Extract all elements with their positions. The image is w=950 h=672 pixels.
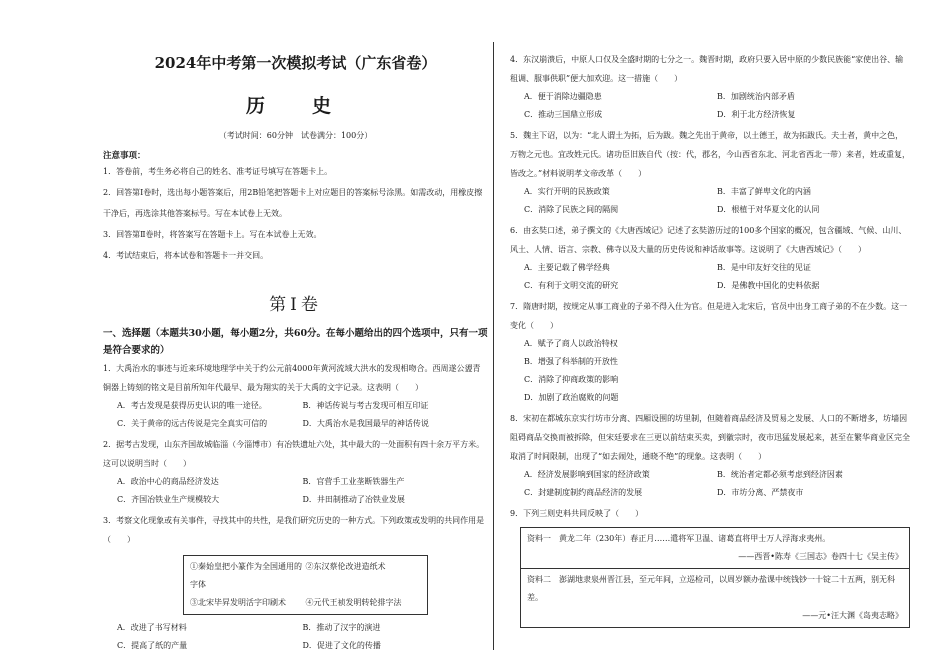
option-c: C．消除了民族之间的隔阂 — [524, 205, 619, 214]
question-6 — [510, 221, 910, 295]
question-stem: 5．魏主下诏，以为：“北人谓土为拓，后为跋。魏之先出于黄帝，以土德王，故为拓跋氏。夫土者，黄中之色，万物之元也。宜改姓元氏。诸功臣旧族自代（按：代，郡名，今山西省东北、河北省西北一带）来者，姓或重复，皆改之。”材料说明孝文帝改革（ ） — [510, 131, 910, 178]
option-a: A．主要记载了佛学经典 — [524, 263, 610, 272]
question-8 — [510, 409, 910, 502]
option-b: B．加剧统治内部矛盾 — [717, 92, 795, 101]
question-stem: 3．考察文化现象或有关事件，寻找其中的共性，是我们研究历史的一种方式。下列政策或发明的共同作用是（ ） — [103, 516, 485, 544]
option-c: C．齐国冶铁业生产规模较大 — [117, 495, 220, 504]
question-1 — [103, 359, 488, 433]
material-item: ④元代王祯发明转轮排字法 — [305, 598, 402, 607]
question-stem: 7．隋唐时期，按规定从事工商业的子弟不得入仕为官。但是进入北宋后，官员中出身工商子弟的不在少数。这一变化（ ） — [510, 302, 908, 330]
column-divider — [493, 42, 494, 650]
option-a: A．考古发现是获得历史认识的唯一途径。 — [117, 401, 267, 410]
option-b: B．推动了汉字的演进 — [302, 623, 381, 632]
source-text: 资料二 澎湖地隶泉州晋江县，至元年间，立巡检司，以周岁额办盐课中统钱钞一十锭二十五两，别无科差。 — [527, 575, 895, 602]
source-citation: ——西晋•陈寿《三国志》卷四十七《吴主传》 — [738, 552, 903, 561]
question-stem: 4．东汉崩溃后，中原人口仅及全盛时期的七分之一。魏晋时期，政府只要入居中原的少数民族能“家使出谷、输租调、服事供职”便大加欢迎。这一措施（ ） — [510, 55, 904, 83]
option-c: C．提高了纸的产量 — [117, 641, 188, 650]
option-a: A．经济发展影响到国家的经济政策 — [524, 470, 650, 479]
option-a: A．改进了书写材料 — [117, 623, 187, 632]
option-b: B．官营手工业垄断铁器生产 — [302, 477, 405, 486]
question-stem: 2．据考古发现，山东齐国故城临淄（今淄博市）有冶铁遗址六处，其中最大的一处面积有四十余万平方米。这可以说明当时（ ） — [103, 440, 485, 468]
exam-meta: （考试时间：60分钟 试卷满分：100分） — [218, 131, 373, 140]
source-box — [520, 569, 910, 628]
option-d: D．利于北方经济恢复 — [717, 110, 796, 119]
question-stem: 6．由玄奘口述，弟子撰文的《大唐西域记》记述了玄奘游历过的100多个国家的概况，包含疆域、气候、山川、风土、人情、语言、宗教、佛寺以及大量的历史传说和神话故事等。这说明了《大唐西域记》（ ） — [510, 226, 907, 254]
question-stem: 8．宋初在都城东京实行坊市分离、四厢设围的坊里制，但随着商品经济及贸易之发展、人口的不断增多，坊墙因阻碍商品交换而被拆除，但宋廷要求在三更以前结束买卖，到徽宗时，夜市迅猛发展起来，甚至在繁华商业区完全取消了时间限制，出现了“如去闹处，通晓不绝”的现象。这表明（ ） — [510, 414, 910, 461]
exam-title: 2024年中考第一次模拟考试（广东省卷） — [154, 54, 437, 72]
question-2 — [103, 435, 488, 509]
right-column — [510, 50, 910, 628]
option-d: D．大禹治水是我国最早的神话传说 — [302, 419, 429, 428]
option-b: B．增强了科举制的开放性 — [524, 357, 618, 366]
option-b: B．是中印友好交往的见证 — [717, 263, 811, 272]
left-column — [103, 50, 488, 655]
option-c: C．封建制度制约商品经济的发展 — [524, 488, 643, 497]
option-c: C．有利于文明交流的研究 — [524, 281, 619, 290]
note-item: 2．回答第Ⅰ卷时，选出每小题答案后，用2B铅笔把答题卡上对应题目的答案标号涂黑。如需改动，用橡皮擦干净后，再选涂其他答案标号。写在本试卷上无效。 — [103, 188, 483, 218]
source-citation: ——元•汪大渊《岛夷志略》 — [802, 611, 903, 620]
option-c: C．关于黄帝的远古传说是完全真实可信的 — [117, 419, 268, 428]
option-a: A．便于消除边疆隐患 — [524, 92, 602, 101]
option-d: D．根植于对华夏文化的认同 — [717, 205, 820, 214]
question-5 — [510, 126, 910, 219]
option-d: D．市坊分离、严禁夜市 — [717, 488, 804, 497]
note-item: 3．回答第Ⅱ卷时，将答案写在答题卡上。写在本试卷上无效。 — [103, 230, 322, 239]
option-c: C．消除了抑商政策的影响 — [524, 375, 619, 384]
note-item: 4．考试结束后，将本试卷和答题卡一并交回。 — [103, 251, 269, 260]
notes-heading: 注意事项： — [103, 151, 146, 161]
material-item: ③北宋毕昇发明活字印刷术 — [190, 598, 286, 607]
section-heading: 一、选择题（本题共30小题，每小题2分，共60分。在每小题给出的四个选项中，只有一项是符合要求的） — [103, 328, 488, 356]
subject-title: 历 史 — [245, 95, 345, 117]
source-text: 资料一 黄龙二年（230年）春正月……遣将军卫温、诸葛直将甲士万人浮海求夷州。 — [527, 534, 831, 543]
volume-title: 第Ⅰ卷 — [269, 295, 322, 315]
source-box — [520, 527, 910, 569]
material-item: ②东汉蔡伦改进造纸术 — [305, 562, 386, 571]
option-b: B．丰富了鲜卑文化的内涵 — [717, 187, 811, 196]
question-4 — [510, 50, 910, 124]
question-7 — [510, 297, 910, 407]
option-d: D．是佛教中国化的史料依据 — [717, 281, 820, 290]
option-d: D．加剧了政治腐败的问题 — [524, 393, 619, 402]
option-d: D．促进了文化的传播 — [302, 641, 381, 650]
option-b: B．统治者定都必须考虑到经济因素 — [717, 470, 843, 479]
option-a: A．实行开明的民族政策 — [524, 187, 610, 196]
question-stem: 9．下列三则史料共同反映了（ ） — [510, 509, 644, 518]
material-item: ①秦始皇把小篆作为全国通用的字体 — [190, 562, 302, 589]
question-stem: 1．大禹治水的事迹与近来环境地理学中关于约公元前4000年黄河流域大洪水的发现相吻合。西周遂公盨青铜器上铸刻的铭文是目前所知年代最早、最为翔实的关于大禹的文字记录。这表明（ ） — [103, 364, 481, 392]
option-a: A．政治中心的商品经济发达 — [117, 477, 219, 486]
option-b: B．神话传说与考古发现可相互印证 — [302, 401, 429, 410]
note-item: 1．答卷前，考生务必将自己的姓名、准考证号填写在答题卡上。 — [103, 167, 333, 176]
question-3 — [103, 511, 488, 655]
option-c: C．推动三国鼎立形成 — [524, 110, 603, 119]
material-box — [183, 555, 428, 615]
option-d: D．井田制推动了冶铁业发展 — [302, 495, 405, 504]
question-9 — [510, 504, 910, 628]
option-a: A．赋予了商人以政治特权 — [524, 339, 618, 348]
